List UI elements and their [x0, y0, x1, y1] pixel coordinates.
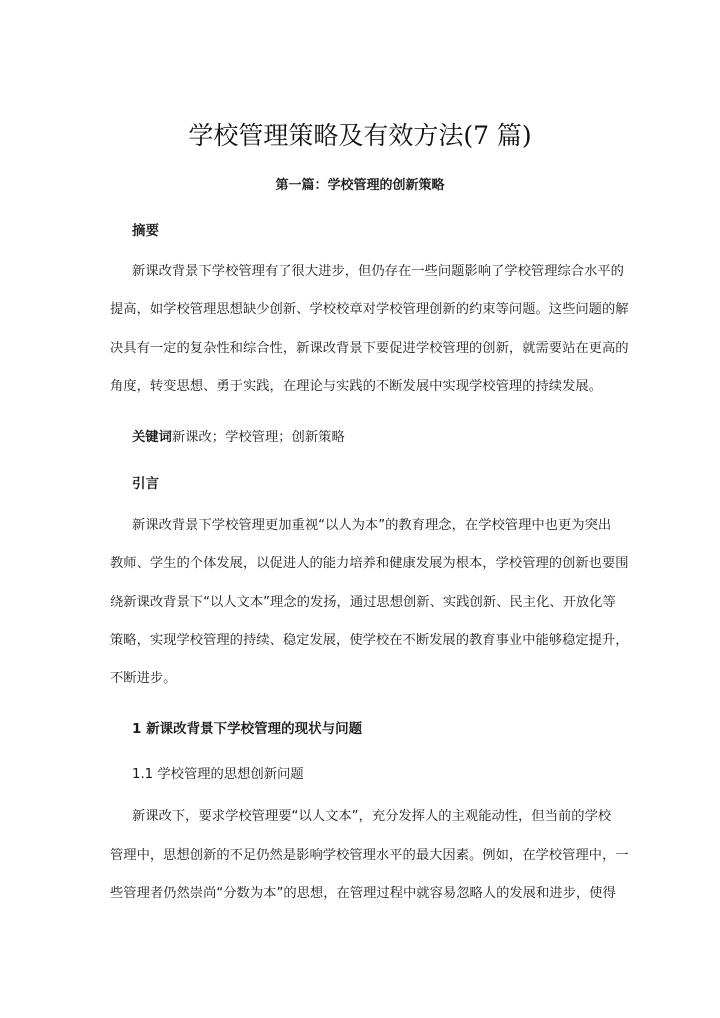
section-line: 管理中，思想创新的不足仍然是影响学校管理水平的最大因素。例如，在学校管理中，一	[110, 848, 629, 863]
intro-heading: 引言	[132, 476, 159, 492]
intro-line: 新课改背景下学校管理更加重视“以人为本”的教育理念，在学校管理中也更为突出	[132, 518, 612, 533]
intro-line: 不断进步。	[110, 671, 177, 686]
abstract-line: 决具有一定的复杂性和综合性，新课改背景下要促进学校管理的创新，就需要站在更高的	[110, 341, 629, 356]
abstract-line: 新课改背景下学校管理有了很大进步，但仍存在一些问题影响了学校管理综合水平的	[132, 264, 624, 279]
section-1-1-heading: 1.1 学校管理的思想创新问题	[132, 767, 304, 782]
keywords-label: 关键词	[132, 430, 172, 445]
abstract-line: 角度，转变思想、勇于实践，在理论与实践的不断发展中实现学校管理的持续发展。	[110, 379, 602, 394]
intro-line: 策略，实现学校管理的持续、稳定发展，使学校在不断发展的教育事业中能够稳定提升，	[110, 633, 629, 648]
keywords	[132, 426, 345, 445]
intro-line: 教师、学生的个体发展，以促进人的能力培养和健康发展为根本，学校管理的创新也要围	[110, 556, 629, 571]
section-line: 新课改下，要求学校管理要“以人文本”，充分发挥人的主观能动性，但当前的学校	[132, 809, 612, 824]
abstract-heading: 摘要	[132, 223, 159, 239]
section-1-heading: 1 新课改背景下学校管理的现状与问题	[132, 721, 363, 737]
section-line: 些管理者仍然崇尚“分数为本”的思想，在管理过程中就容易忽略人的发展和进步，使得	[110, 886, 616, 901]
keywords-text: 新课改；学校管理；创新策略	[171, 430, 345, 445]
document-title: 学校管理策略及有效方法(7 篇)	[188, 121, 532, 150]
chapter-subtitle: 第一篇：学校管理的创新策略	[275, 178, 445, 193]
intro-line: 绕新课改背景下“以人文本”理念的发扬，通过思想创新、实践创新、民主化、开放化等	[110, 595, 616, 610]
abstract-line: 提高，如学校管理思想缺少创新、学校校章对学校管理创新的约束等问题。这些问题的解	[110, 302, 629, 317]
